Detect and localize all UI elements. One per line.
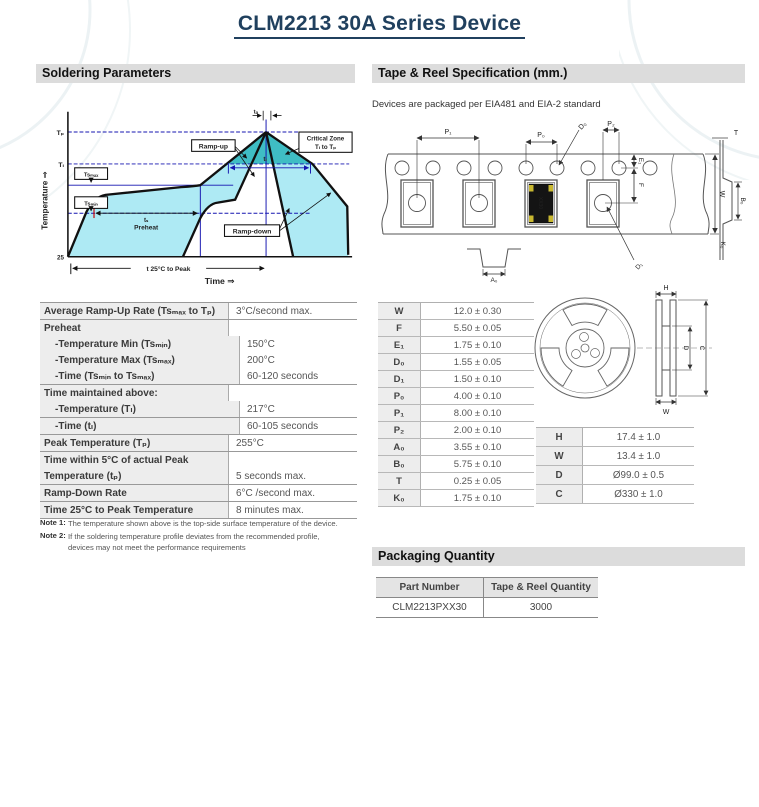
dimension-symbol: P₀ bbox=[378, 388, 420, 404]
page-title: CLM2213 30A Series Device bbox=[234, 12, 525, 39]
tape-dimension-row bbox=[378, 490, 534, 507]
tape-side-profile bbox=[712, 138, 742, 260]
tape-dimension-row bbox=[378, 422, 534, 439]
dimension-symbol: D bbox=[536, 466, 582, 484]
tape-drawing bbox=[372, 118, 747, 290]
parameter-value: 3°C/second max. bbox=[228, 303, 357, 319]
dimension-value: 1.50 ± 0.10 bbox=[420, 371, 534, 387]
temperature-axis-label: Temperature ⇒ bbox=[40, 171, 50, 230]
dimension-symbol: P₂ bbox=[378, 422, 420, 438]
dimension-value: Ø330 ± 1.0 bbox=[582, 485, 694, 503]
w-label: W bbox=[718, 190, 725, 198]
reel-front-view bbox=[535, 298, 635, 398]
ramp-down-label: Ramp-down bbox=[232, 228, 272, 236]
reel-drawing bbox=[520, 282, 730, 427]
note-line: devices may not meet the performance requirements bbox=[68, 543, 246, 552]
dimension-value: 4.00 ± 0.10 bbox=[420, 388, 534, 404]
dimension-symbol: W bbox=[536, 447, 582, 465]
soldering-table-row bbox=[40, 501, 357, 518]
dimension-value: 12.0 ± 0.30 bbox=[420, 303, 534, 319]
reel-dimension-row bbox=[536, 466, 694, 485]
reel-dimension-row bbox=[536, 447, 694, 466]
soldering-table-row bbox=[40, 451, 357, 468]
soldering-table-row bbox=[40, 434, 357, 451]
soldering-table-row bbox=[40, 468, 357, 484]
packaging-standard-note: Devices are packaged per EIA481 and EIA-2 standard bbox=[372, 99, 601, 110]
dimension-value: 1.75 ± 0.10 bbox=[420, 490, 534, 506]
dimension-symbol: D₀ bbox=[378, 354, 420, 370]
packaging-data-row bbox=[376, 598, 598, 617]
a0-label: A₀ bbox=[490, 277, 498, 284]
quantity-header: Tape & Reel Quantity bbox=[483, 578, 598, 597]
dimension-value: 3.55 ± 0.10 bbox=[420, 439, 534, 455]
tape-dimension-row bbox=[378, 371, 534, 388]
reel-c-label: C bbox=[698, 345, 705, 351]
part-number-value: CLM2213PXX30 bbox=[392, 602, 467, 613]
dimension-value: Ø99.0 ± 0.5 bbox=[582, 466, 694, 484]
reel-dimension-table bbox=[536, 427, 694, 504]
section-header-tape-reel: Tape & Reel Specification (mm.) bbox=[372, 64, 745, 83]
tape-dimension-row bbox=[378, 303, 534, 320]
note-row bbox=[40, 531, 360, 553]
packaging-quantity-table bbox=[376, 577, 598, 618]
tl-axis-label: Tₗ bbox=[58, 161, 65, 169]
dimension-symbol: K₀ bbox=[378, 490, 420, 506]
parameter-label: -Temperature Max (Tsₘₐₓ) bbox=[40, 352, 239, 368]
dimension-value: 1.55 ± 0.05 bbox=[420, 354, 534, 370]
dimension-symbol: W bbox=[378, 303, 420, 319]
parameter-label: Time 25°C to Peak Temperature bbox=[40, 502, 228, 518]
reel-w-label: W bbox=[662, 409, 670, 416]
tsmax-label: Tsₘₐₓ bbox=[83, 172, 99, 179]
parameter-label: -Temperature Min (Tsₘᵢₙ) bbox=[40, 336, 239, 352]
time-axis-label: Time ⇒ bbox=[204, 275, 235, 286]
parameter-value bbox=[228, 385, 357, 401]
p2-label: P₂ bbox=[607, 121, 615, 128]
k0-label: K₀ bbox=[719, 241, 726, 249]
reflow-profile-chart bbox=[36, 104, 355, 300]
tape-dimension-row bbox=[378, 456, 534, 473]
parameter-label: Preheat bbox=[40, 320, 228, 336]
reel-dimension-row bbox=[536, 485, 694, 504]
soldering-table-row bbox=[40, 319, 357, 336]
note-text bbox=[68, 531, 320, 553]
pocket-cross-section bbox=[467, 249, 521, 276]
parameter-label: Temperature (tₚ) bbox=[40, 468, 228, 484]
e1-label: E₁ bbox=[637, 157, 644, 165]
parameter-label: Time within 5°C of actual Peak bbox=[40, 452, 228, 468]
device-in-pocket bbox=[529, 184, 553, 223]
dimension-symbol: F bbox=[378, 320, 420, 336]
p0-label: P₀ bbox=[537, 132, 545, 139]
reel-h-label: H bbox=[663, 285, 669, 292]
f-label: F bbox=[637, 183, 644, 187]
critical-zone-label-1: Critical Zone bbox=[306, 135, 345, 143]
packaging-header-row bbox=[376, 578, 598, 598]
dimension-value: 2.00 ± 0.10 bbox=[420, 422, 534, 438]
parameter-value: 217°C bbox=[239, 401, 357, 417]
tp-time-label: tₚ bbox=[253, 109, 259, 116]
device-marking: XX30 bbox=[537, 196, 543, 210]
dimension-value: 1.75 ± 0.10 bbox=[420, 337, 534, 353]
soldering-notes bbox=[40, 518, 360, 555]
soldering-table-row bbox=[40, 401, 357, 417]
tape-dimension-row bbox=[378, 354, 534, 371]
parameter-value: 200°C bbox=[239, 352, 357, 368]
t-label: T bbox=[733, 130, 739, 137]
parameter-value: 255°C bbox=[228, 435, 357, 451]
preheat-label: Preheat bbox=[134, 224, 159, 232]
tape-dimension-row bbox=[378, 405, 534, 422]
tape-dimension-row bbox=[378, 439, 534, 456]
parameter-value: 5 seconds max. bbox=[228, 468, 357, 484]
ts-label: tₛ bbox=[143, 216, 149, 224]
dimension-symbol: T bbox=[378, 473, 420, 489]
dimension-symbol: P₁ bbox=[378, 405, 420, 421]
tp-axis-label: Tₚ bbox=[56, 129, 65, 137]
dimension-value: 8.00 ± 0.10 bbox=[420, 405, 534, 421]
dimension-symbol: D₁ bbox=[378, 371, 420, 387]
parameter-value: 60-105 seconds bbox=[239, 418, 357, 434]
parameter-label: -Temperature (Tₗ) bbox=[40, 401, 239, 417]
soldering-table-row bbox=[40, 352, 357, 368]
dimension-symbol: B₀ bbox=[378, 456, 420, 472]
note-row bbox=[40, 518, 360, 529]
soldering-table-row bbox=[40, 336, 357, 352]
dimension-symbol: H bbox=[536, 428, 582, 446]
tape-pockets bbox=[401, 180, 619, 227]
dimension-value: 13.4 ± 1.0 bbox=[582, 447, 694, 465]
tape-dimension-row bbox=[378, 473, 534, 490]
note-text bbox=[68, 518, 338, 529]
ramp-up-label: Ramp-up bbox=[198, 143, 229, 151]
d1-label: D₁ bbox=[634, 261, 645, 272]
p1-label: P₁ bbox=[444, 129, 452, 136]
parameter-value: 8 minutes max. bbox=[228, 502, 357, 518]
soldering-table-row bbox=[40, 384, 357, 401]
tl-time-label: tₗ bbox=[263, 156, 267, 164]
soldering-table-row bbox=[40, 368, 357, 384]
section-header-packaging: Packaging Quantity bbox=[372, 547, 745, 566]
parameter-value: 60-120 seconds bbox=[239, 368, 357, 384]
dimension-symbol: C bbox=[536, 485, 582, 503]
tsmin-label: Tsₘᵢₙ bbox=[84, 201, 98, 208]
note-line: If the soldering temperature profile deviates from the recommended profile, bbox=[68, 532, 320, 541]
tape-dimension-row bbox=[378, 388, 534, 405]
parameter-value bbox=[228, 452, 357, 468]
dimension-value: 17.4 ± 1.0 bbox=[582, 428, 694, 446]
origin-label: 25 bbox=[57, 254, 65, 262]
soldering-table-row bbox=[40, 484, 357, 501]
note-label: Note 1: bbox=[40, 518, 66, 527]
critical-zone-label-2: Tₗ to Tₚ bbox=[314, 143, 337, 151]
soldering-table-row bbox=[40, 302, 357, 319]
dimension-value: 0.25 ± 0.05 bbox=[420, 473, 534, 489]
quantity-value: 3000 bbox=[483, 598, 598, 617]
parameter-label: Ramp-Down Rate bbox=[40, 485, 228, 501]
note-label: Note 2: bbox=[40, 531, 66, 540]
parameter-value bbox=[228, 320, 357, 336]
dimension-value: 5.50 ± 0.05 bbox=[420, 320, 534, 336]
tape-dimension-table bbox=[378, 302, 534, 507]
parameter-value: 6°C /second max. bbox=[228, 485, 357, 501]
part-number-header: Part Number bbox=[399, 582, 460, 593]
parameter-label: -Time (tₗ) bbox=[40, 418, 239, 434]
section-header-soldering: Soldering Parameters bbox=[36, 64, 355, 83]
dimension-symbol: A₀ bbox=[378, 439, 420, 455]
dimension-value: 5.75 ± 0.10 bbox=[420, 456, 534, 472]
note-line: The temperature shown above is the top-side surface temperature of the device. bbox=[68, 519, 338, 528]
soldering-parameters-table bbox=[40, 302, 357, 519]
t25-to-peak-label: t 25°C to Peak bbox=[146, 266, 191, 274]
reel-d-label: D bbox=[682, 345, 689, 351]
parameter-label: Time maintained above: bbox=[40, 385, 228, 401]
dimension-symbol: E₁ bbox=[378, 337, 420, 353]
d0-label: D₀ bbox=[577, 120, 589, 132]
parameter-label: Average Ramp-Up Rate (Tsₘₐₓ to Tₚ) bbox=[40, 303, 228, 319]
reel-dimension-row bbox=[536, 428, 694, 447]
b0-label: B₀ bbox=[739, 197, 746, 205]
parameter-label: Peak Temperature (Tₚ) bbox=[40, 435, 228, 451]
parameter-label: -Time (Tsₘᵢₙ to Tsₘₐₓ) bbox=[40, 368, 239, 384]
soldering-table-row bbox=[40, 417, 357, 434]
tape-dimension-row bbox=[378, 337, 534, 354]
parameter-value: 150°C bbox=[239, 336, 357, 352]
tape-dimension-row bbox=[378, 320, 534, 337]
